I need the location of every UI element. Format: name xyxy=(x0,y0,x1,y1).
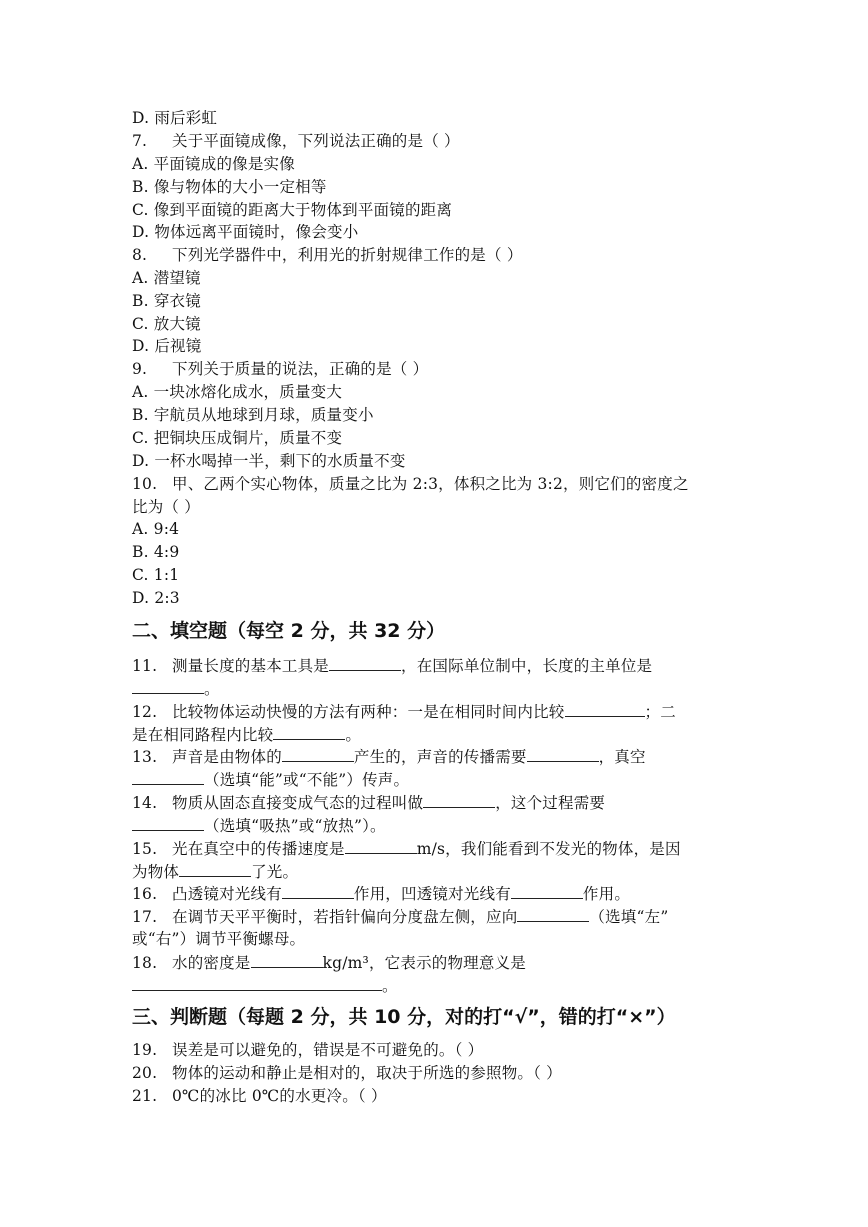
q10-option-c: C. 1:1 xyxy=(132,566,180,584)
q17-blank-1 xyxy=(517,906,589,922)
q12-text-d: 。 xyxy=(345,726,362,744)
q17-text-a: 在调节天平平衡时，若指针偏向分度盘左侧，应向 xyxy=(172,908,518,926)
q10-stem-line1 xyxy=(132,474,689,494)
q13-line1 xyxy=(132,746,646,767)
q16-line xyxy=(132,883,630,904)
q8-stem xyxy=(132,245,523,265)
q21-line xyxy=(132,1086,387,1106)
q12-text-c: 是在相同路程内比较 xyxy=(132,726,274,744)
q16-number: 16. xyxy=(132,885,158,903)
q12-number: 12. xyxy=(132,703,158,721)
q11-number: 11. xyxy=(132,657,158,675)
q13-text-d: （选填“能”或“不能”）传声。 xyxy=(204,771,410,789)
q21-number: 21. xyxy=(132,1087,158,1105)
q16-text-b: 作用，凹透镜对光线有 xyxy=(353,885,511,903)
q10-option-b: B. 4:9 xyxy=(132,543,180,561)
q12-blank-1 xyxy=(565,701,645,717)
q16-blank-2 xyxy=(511,883,583,899)
q7-option-a: A. 平面镜成的像是实像 xyxy=(132,155,295,173)
q17-line1 xyxy=(132,906,668,927)
q16-text-c: 作用。 xyxy=(582,885,631,903)
q14-text-b: ，这个过程需要 xyxy=(495,794,606,812)
section-2-heading: 二、填空题（每空 2 分，共 32 分） xyxy=(132,620,446,642)
q15-text-b: m/s，我们能看到不发光的物体，是因 xyxy=(416,840,681,858)
q13-text-c: ，真空 xyxy=(598,748,646,766)
q13-text-a: 声音是由物体的 xyxy=(172,748,282,766)
q8-option-a: A. 潜望镜 xyxy=(132,269,201,287)
q7-option-c: C. 像到平面镜的距离大于物体到平面镜的距离 xyxy=(132,201,453,219)
q19-number: 19. xyxy=(132,1041,158,1059)
q18-blank-2 xyxy=(132,975,382,991)
q7-option-b: B. 像与物体的大小一定相等 xyxy=(132,178,327,196)
q14-text-a: 物质从固态直接变成气态的过程叫做 xyxy=(172,794,424,812)
q14-text-c: （选填“吸热”或“放热”）。 xyxy=(204,817,386,835)
q20-number: 20. xyxy=(132,1064,158,1082)
q14-blank-1 xyxy=(423,792,495,808)
q15-text-a: 光在真空中的传播速度是 xyxy=(172,840,345,858)
q13-number: 13. xyxy=(132,748,158,766)
q10-option-d: D. 2:3 xyxy=(132,589,180,607)
q19-text: 误差是可以避免的，错误是不可避免的。（ ） xyxy=(172,1041,484,1059)
q13-line2 xyxy=(132,769,409,790)
q9-stem xyxy=(132,359,428,379)
q15-number: 15. xyxy=(132,840,158,858)
q18-text-c: 。 xyxy=(382,977,398,995)
q20-text: 物体的运动和静止是相对的，取决于所选的参照物。（ ） xyxy=(172,1064,562,1082)
q7-number: 7. xyxy=(132,132,148,150)
q9-number: 9. xyxy=(132,360,148,378)
q12-text-a: 比较物体运动快慢的方法有两种：一是在相同时间内比较 xyxy=(172,703,565,721)
q7-text: 关于平面镜成像，下列说法正确的是（ ） xyxy=(172,132,460,150)
q6-option-d: D. 雨后彩虹 xyxy=(132,109,218,127)
q8-text: 下列光学器件中，利用光的折射规律工作的是（ ） xyxy=(172,246,523,264)
q18-number: 18. xyxy=(132,954,158,972)
q12-line2 xyxy=(132,724,361,745)
q13-blank-2 xyxy=(527,746,599,762)
q17-line2: 或“右”）调节平衡螺母。 xyxy=(132,930,306,948)
q15-text-d: 了光。 xyxy=(251,863,299,881)
q15-blank-1 xyxy=(345,838,417,854)
q8-option-d: D. 后视镜 xyxy=(132,337,202,355)
q11-blank-2 xyxy=(132,678,204,694)
q13-blank-1 xyxy=(282,746,354,762)
q13-blank-3 xyxy=(132,769,204,785)
q16-blank-1 xyxy=(282,883,354,899)
q11-line2 xyxy=(132,678,220,699)
q9-option-a: A. 一块冰熔化成水，质量变大 xyxy=(132,383,343,401)
q18-blank-1 xyxy=(251,952,323,968)
q8-number: 8. xyxy=(132,246,148,264)
q18-text-a: 水的密度是 xyxy=(172,954,251,972)
q8-option-b: B. 穿衣镜 xyxy=(132,292,201,310)
q18-line1 xyxy=(132,952,526,973)
q16-text-a: 凸透镜对光线有 xyxy=(172,885,282,903)
q8-option-c: C. 放大镜 xyxy=(132,315,201,333)
q11-text-b: ，在国际单位制中，长度的主单位是 xyxy=(401,657,653,675)
q18-line2 xyxy=(132,975,398,996)
q18-text-b: kg/m³，它表示的物理意义是 xyxy=(322,954,526,972)
q19-line xyxy=(132,1040,483,1060)
q12-line1 xyxy=(132,701,676,722)
q9-text: 下列关于质量的说法，正确的是（ ） xyxy=(172,360,429,378)
q10-text: 甲、乙两个实心物体，质量之比为 2:3，体积之比为 3:2，则它们的密度之 xyxy=(172,475,689,493)
q10-stem-line2: 比为（ ） xyxy=(132,498,200,516)
q11-blank-1 xyxy=(329,655,401,671)
q20-line xyxy=(132,1063,562,1083)
q12-text-b: ；二 xyxy=(644,703,676,721)
q7-option-d: D. 物体远离平面镜时，像会变小 xyxy=(132,223,359,241)
q17-text-b: （选填“左” xyxy=(589,908,669,926)
q9-option-d: D. 一杯水喝掉一半，剩下的水质量不变 xyxy=(132,452,406,470)
q11-line1 xyxy=(132,655,652,676)
q14-number: 14. xyxy=(132,794,158,812)
q10-option-a: A. 9:4 xyxy=(132,520,180,538)
q9-option-c: C. 把铜块压成铜片，质量不变 xyxy=(132,429,343,447)
q17-number: 17. xyxy=(132,908,158,926)
q15-blank-2 xyxy=(179,861,251,877)
q21-text: 0℃的冰比 0℃的水更冷。（ ） xyxy=(172,1087,387,1105)
q14-line1 xyxy=(132,792,605,813)
q15-line2 xyxy=(132,861,298,882)
q15-line1 xyxy=(132,838,681,859)
q10-number: 10. xyxy=(132,475,158,493)
q9-option-b: B. 宇航员从地球到月球，质量变小 xyxy=(132,406,374,424)
q11-text-a: 测量长度的基本工具是 xyxy=(172,657,330,675)
q11-text-c: 。 xyxy=(204,680,220,698)
q13-text-b: 产生的，声音的传播需要 xyxy=(353,748,527,766)
q14-line2 xyxy=(132,815,386,836)
q14-blank-2 xyxy=(132,815,204,831)
section-3-heading: 三、判断题（每题 2 分，共 10 分，对的打“√”，错的打“×”） xyxy=(132,1006,676,1028)
q15-text-c: 为物体 xyxy=(132,863,180,881)
q7-stem xyxy=(132,131,460,151)
q12-blank-2 xyxy=(273,724,345,740)
